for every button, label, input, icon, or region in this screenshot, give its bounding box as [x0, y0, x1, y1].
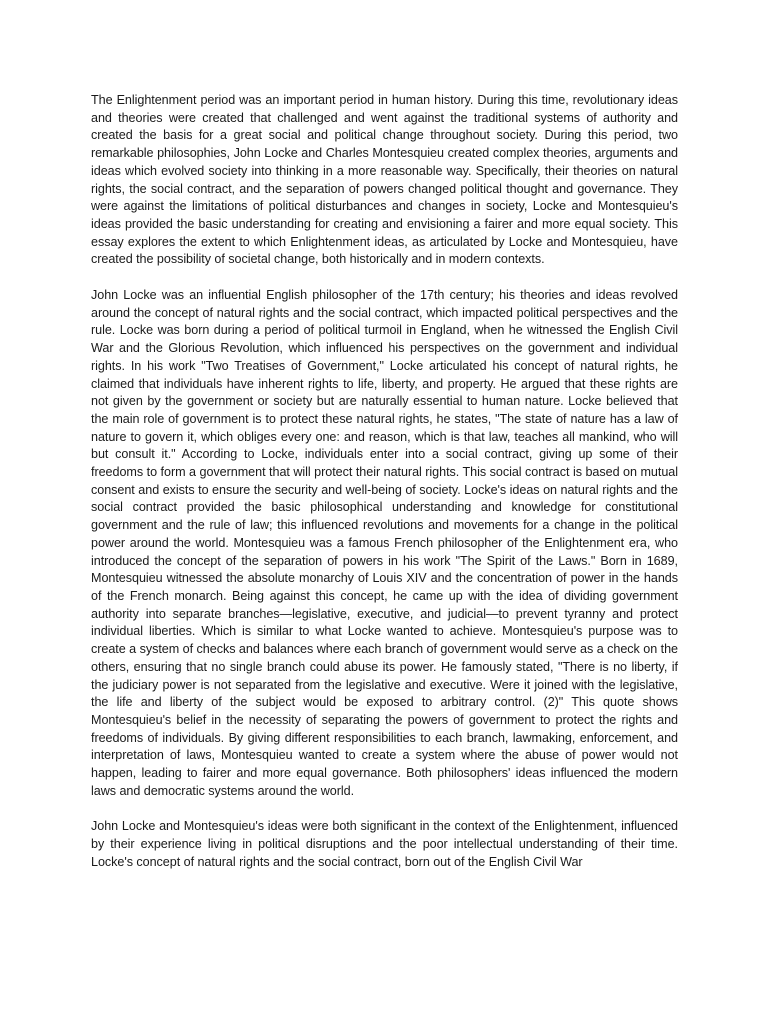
paragraph-introduction: The Enlightenment period was an important period in human history. During this time, revolutionary ideas and theories were created that challenged and went against the traditional systems of authority and created the basis for a great social and political change throughout society. During this period, two remarkable philosophies, John Locke and Charles Montesquieu created complex theories, arguments and ideas which evolved society into thinking in a more reasonable way. Specifically, their theories on natural rights, the social contract, and the separation of powers changed political thought and governance. They were against the limitations of political disturbances and changes in society, Locke and Montesquieu's ideas provided the basic understanding for creating and envisioning a fairer and more equal society. This essay explores the extent to which Enlightenment ideas, as articulated by Locke and Montesquieu, have created the possibility of societal change, both historically and in modern contexts. [91, 93, 678, 267]
paragraph-locke-montesquieu: John Locke was an influential English philosopher of the 17th century; his theories and ideas revolved around the concept of natural rights and the social contract, which impacted political perspectives and the rule. Locke was born during a period of political turmoil in England, when he witnessed the English Civil War and the Glorious Revolution, which influenced his perspectives on the government and individual rights. In his work "Two Treatises of Government," Locke articulated his concept of natural rights, he claimed that individuals have inherent rights to life, liberty, and property. He argued that these rights are not given by the government or society but are naturally essential to human nature. Locke believed that the main role of government is to protect these natural rights, he states, "The state of nature has a law of nature to govern it, which obliges every one: and reason, which is that law, teaches all mankind, who will but consult it." According to Locke, individuals enter into a social contract, giving up some of their freedoms to form a government that will protect their natural rights. This social contract is based on mutual consent and exists to ensure the security and well-being of society. Locke's ideas on natural rights and the social contract provided the basic philosophical understanding and knowledge for constitutional government and the rule of law; this influenced revolutions and movements for a change in the political power around the world. Montesquieu was a famous French philosopher of the Enlightenment era, who introduced the concept of the separation of powers in his work "The Spirit of the Laws." Born in 1689, Montesquieu witnessed the absolute monarchy of Louis XIV and the concentration of power in the hands of the French monarch. Being against this concept, he came up with the idea of dividing government authority into separate branches—legislative, executive, and judicial—to prevent tyranny and protect individual liberties. Which is similar to what Locke wanted to achieve. Montesquieu's purpose was to create a system of checks and balances where each branch of government would serve as a check on the others, ensuring that no single branch could abuse its power. He famously stated, "There is no liberty, if the judiciary power is not separated from the legislative and executive. Were it joined with the legislative, the life and liberty of the subject would be exposed to arbitrary control. (2)" This quote shows Montesquieu's belief in the necessity of separating the powers of government to protect the rights and freedoms of individuals. By giving different responsibilities to each branch, lawmaking, enforcement, and interpretation of laws, Montesquieu wanted to create a system where the abuse of power would not happen, leading to fairer and more equal governance. Both philosophers' ideas influenced the modern laws and democratic systems around the world. [91, 288, 678, 798]
paragraph-comparison: John Locke and Montesquieu's ideas were both significant in the context of the Enlightenment, influenced by their experience living in political disruptions and the poor intellectual understanding of their time. Locke's concept of natural rights and the social contract, born out of the English Civil War [91, 819, 678, 869]
document-page [91, 92, 678, 890]
